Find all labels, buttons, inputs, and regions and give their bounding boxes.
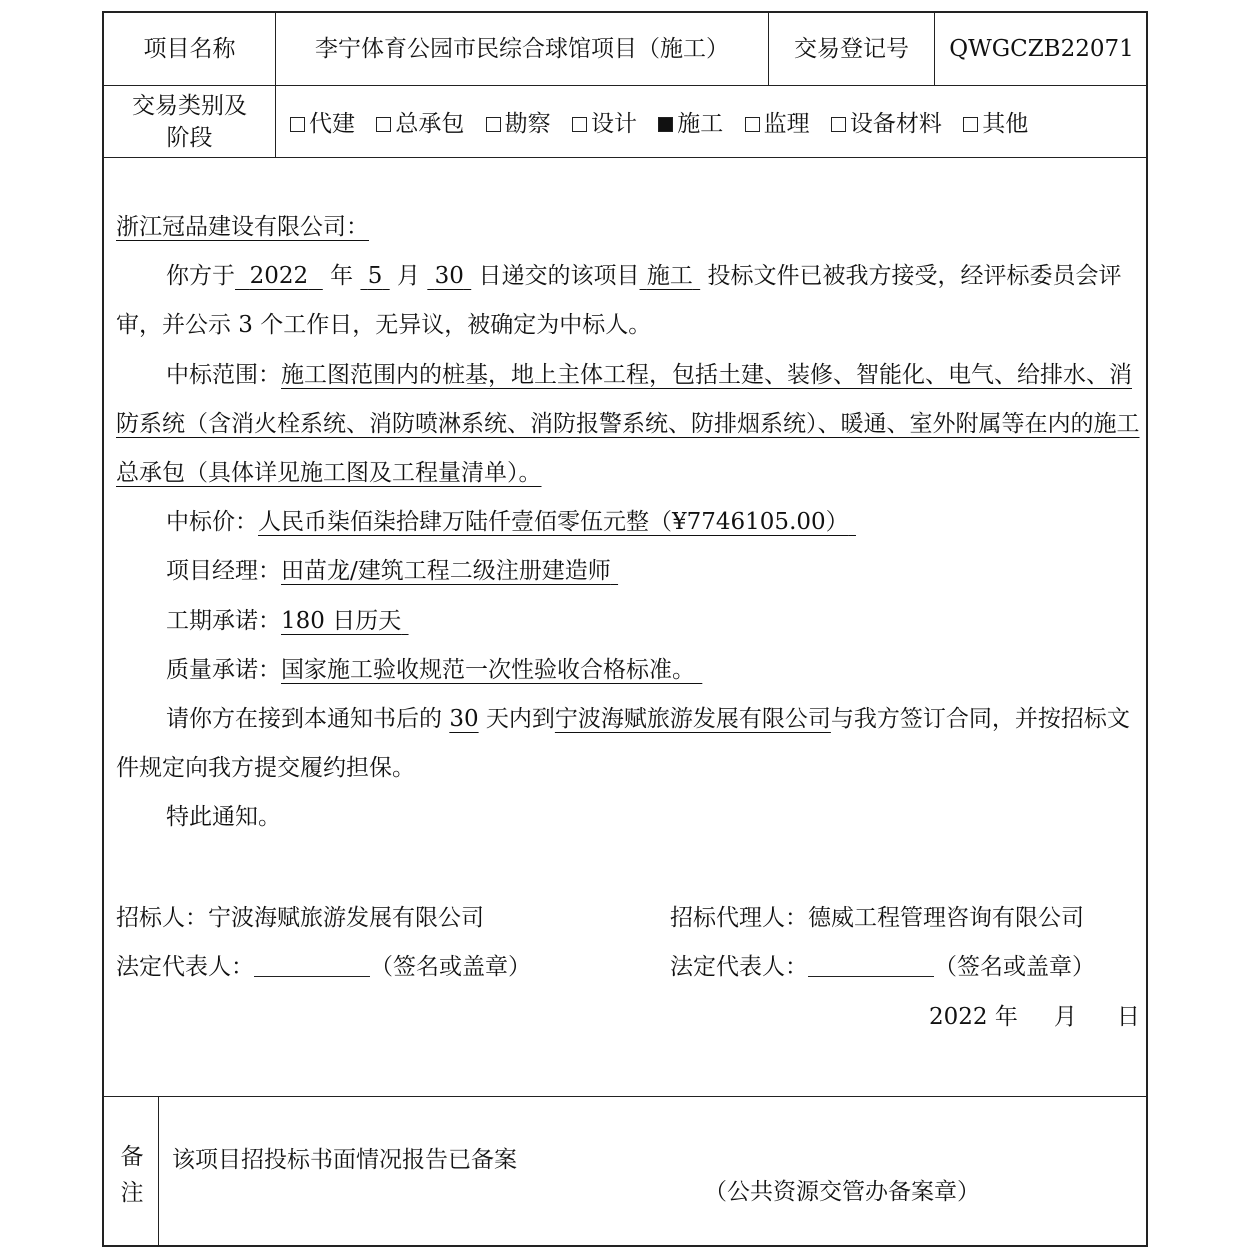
remarks-label: 备 注 (120, 1144, 144, 1206)
addressee: 浙江冠品建设有限公司： (116, 214, 369, 240)
period-paragraph: 工期承诺：180 日历天 (166, 607, 402, 634)
option-general-contract[interactable]: 总承包 (376, 111, 464, 137)
checkbox-icon[interactable] (572, 117, 587, 132)
checkbox-icon[interactable] (486, 117, 501, 132)
notice-body (116, 203, 1140, 843)
category-label-line-2: 阶段 (166, 124, 213, 151)
quality-value: 国家施工验收规范一次性验收合格标准。 (281, 656, 695, 683)
signature-blank[interactable] (254, 952, 370, 977)
agent-legal-rep: 法定代表人： （签名或盖章） (670, 954, 1095, 980)
registration-number-label: 交易登记号 (794, 36, 909, 62)
submit-day: 30 (434, 263, 464, 290)
submit-month: 5 (367, 263, 383, 290)
tenderer: 招标人：宁波海赋旅游发展有限公司 (116, 905, 484, 931)
closing: 特此通知。 (166, 804, 281, 831)
price-paragraph: 中标价：人民币柒佰柒拾肆万陆仟壹佰零伍元整（¥7746105.00） (166, 509, 849, 536)
option-construction[interactable]: 施工 (658, 111, 723, 137)
issue-date: 2022 年 月 日 (929, 1004, 1140, 1030)
option-agent-build[interactable]: 代建 (290, 111, 355, 137)
option-equipment[interactable]: 设备材料 (831, 111, 942, 137)
period-value: 180 日历天 (281, 607, 402, 634)
tender-agent: 招标代理人：德威工程管理咨询有限公司 (670, 905, 1084, 931)
row-divider (104, 1096, 1146, 1097)
contract-paragraph: 请你方在接到本通知书后的 30 天内到宁波海赋旅游发展有限公司与我方签订合同，并按招标文件规定向我方提交履约担保。 (116, 706, 1130, 782)
option-design[interactable]: 设计 (572, 111, 637, 137)
contract-company: 宁波海赋旅游发展有限公司 (554, 706, 831, 733)
remarks-text: 该项目招投标书面情况报告已备案 (172, 1147, 517, 1173)
category-options (290, 105, 1042, 138)
option-other[interactable]: 其他 (963, 111, 1028, 137)
checkbox-icon[interactable] (290, 117, 305, 132)
stage: 施工 (646, 263, 693, 290)
scope-paragraph: 中标范围：施工图范围内的桩基，地上主体工程，包括土建、装修、智能化、电气、给排水、消防系统（含消火栓系统、消防喷淋系统、消防报警系统、防排烟系统）、暖通、室外附属等在内的施工总承包（具体详见施工图及工程量清单）。 (116, 361, 1140, 487)
tenderer-legal-rep: 法定代表人： （签名或盖章） (116, 954, 531, 980)
project-name: 李宁体育公园市民综合球馆项目（施工） (315, 36, 729, 62)
manager-paragraph: 项目经理：田苗龙/建筑工程二级注册建造师 (166, 558, 611, 585)
checkbox-icon[interactable] (963, 117, 978, 132)
signature-blank[interactable] (808, 952, 934, 977)
option-survey[interactable]: 勘察 (486, 111, 551, 137)
manager-value: 田苗龙/建筑工程二级注册建造师 (281, 558, 611, 585)
category-label-line-1: 交易类别及 (132, 92, 247, 119)
contract-days: 30 (449, 706, 479, 733)
registration-number: QWGCZB22071 (949, 36, 1134, 62)
checkbox-icon[interactable] (831, 117, 846, 132)
checkbox-icon[interactable] (745, 117, 760, 132)
column-divider (158, 1096, 159, 1247)
category-label (104, 86, 275, 157)
option-supervision[interactable]: 监理 (745, 111, 810, 137)
checkbox-checked-icon[interactable] (658, 117, 673, 132)
checkbox-icon[interactable] (376, 117, 391, 132)
filing-seal: （公共资源交管办备案章） (704, 1179, 980, 1205)
quality-paragraph: 质量承诺：国家施工验收规范一次性验收合格标准。 (166, 656, 695, 683)
project-name-label: 项目名称 (143, 36, 236, 62)
submit-year: 2022 (249, 263, 309, 290)
scope-value: 施工图范围内的桩基，地上主体工程，包括土建、装修、智能化、电气、给排水、消防系统（含消火栓系统、消防喷淋系统、消防报警系统、防排烟系统）、暖通、室外附属等在内的施工总承包（具体详见施工图及工程量清单）。 (116, 361, 1140, 487)
acceptance-paragraph: 你方于 2022 年 5 月 30 日递交的该项目 施工 投标文件已被我方接受，经评标委员会评审，并公示 3 个工作日，无异议，被确定为中标人。 (116, 263, 1122, 339)
notice-form (102, 11, 1148, 1247)
price-value: 人民币柒佰柒拾肆万陆仟壹佰零伍元整（¥7746105.00） (258, 509, 849, 536)
row-divider (104, 157, 1146, 158)
